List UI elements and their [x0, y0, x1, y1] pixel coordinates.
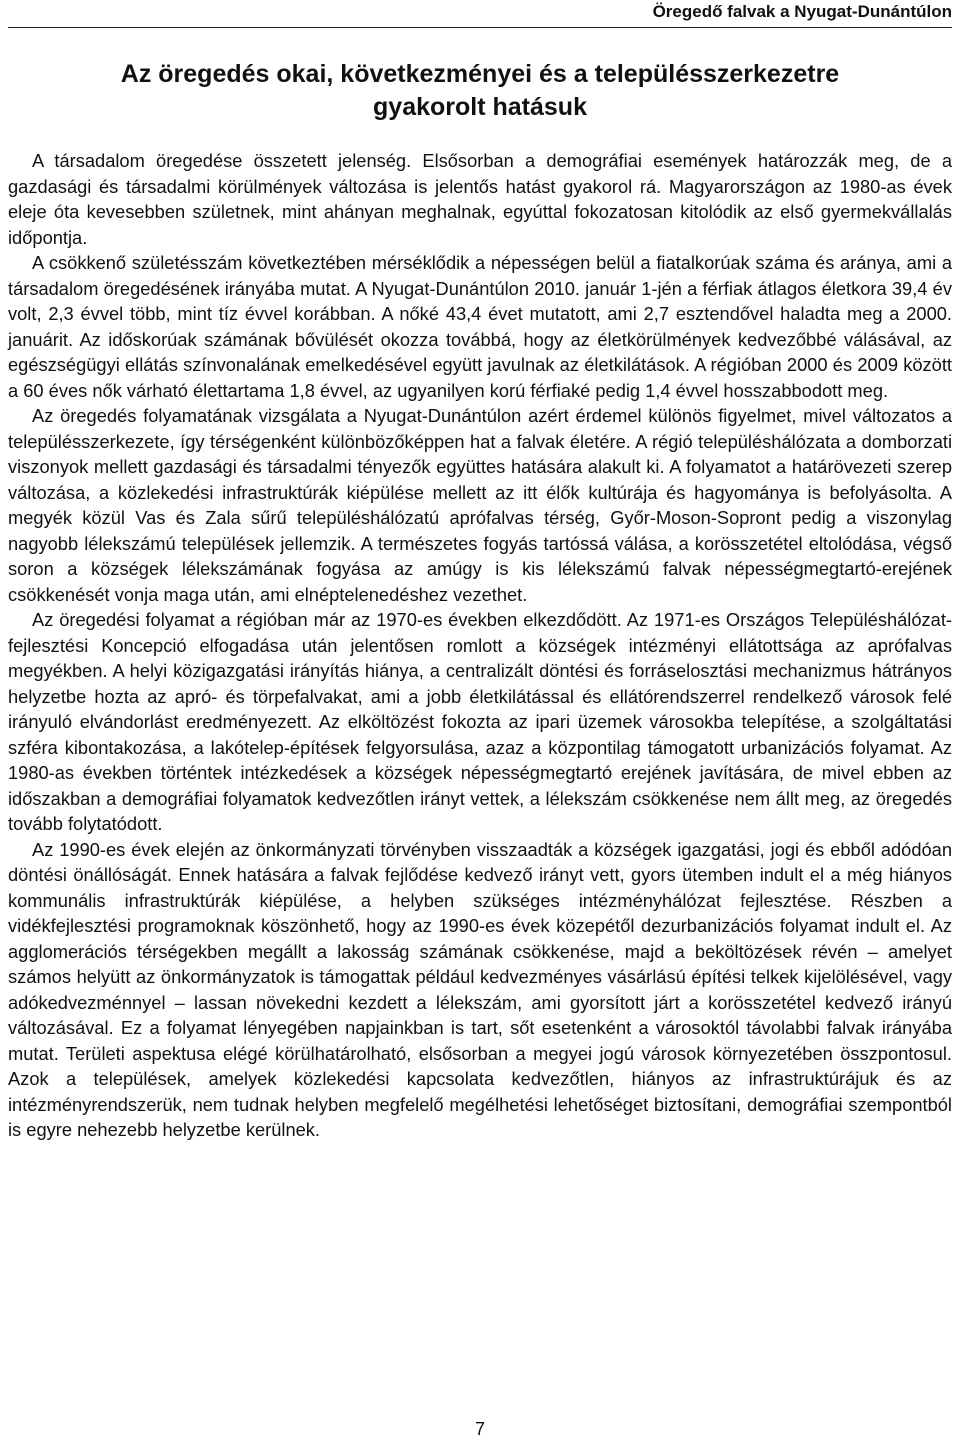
- paragraph: A társadalom öregedése összetett jelenség. Elsősorban a demográfiai események határozzák meg, de a gazdasági és társadalmi körülmények változása is jelentős hatást gyakorol rá. Magyarországon az 1980-as évek eleje óta kevesebben születnek, mint ahányan meghalnak, egyúttal fokozatosan kitolódik az első gyermekvállalás időpontja.: [8, 150, 952, 248]
- paragraph: Az öregedés folyamatának vizsgálata a Nyugat-Dunántúlon azért érdemel különös figyelmet, mivel változatos a településszerkezete, így térségenként különbözőképpen hat a falvak életére. A régió településhálózata a domborzati viszonyok mellett gazdasági és társadalmi tényezők együttes hatására alakult ki. A folyamatot a határövezeti szerep változása, a közlekedési infrastruktúrák kiépülése mellett az itt élők kultúrája és hagyománya is befolyásolta. A megyék közül Vas és Zala sűrű településhálózatú aprófalvas térség, Győr-Moson-Sopront pedig a viszonylag nagyobb lélekszámú települések jellemzik. A természetes fogyás tartóssá válása, a korösszetétel eltolódása, végső soron a községek lélekszámának fogyása az amúgy is kis lélekszámú falvak népességmegtartó-erejének csökkenését vonja maga után, ami elnéptelenedéshez vezethet.: [8, 405, 952, 605]
- paragraph: Az öregedési folyamat a régióban már az 1970-es években elkezdődött. Az 1971-es Országos Településhálózat-fejlesztési Koncepció elfogadása után jelentősen romlott a községek intézményi ellátottsága az aprófalvas megyékben. A helyi közigazgatási irányítás hiánya, a centralizált döntési és forráselosztási mechanizmus hátrányos helyzetbe hozta az apró- és törpefalvakat, ami a jobb életkilátással és ellátórendszerrel rendelkező városok felé irányuló elvándorlást eredményezett. Az elköltözést fokozta az ipari üzemek városokba telepítése, a szolgáltatási szféra kibontakozása, a lakótelep-építések felgyorsulása, azaz a központilag támogatott urbanizációs folyamat. Az 1980-as években történtek intézkedések a községek népességmegtartó erejének javítására, de mivel ebben az időszakban a demográfiai folyamatok kedvezőtlen irányt vettek, a lélekszám csökkenése nem állt meg, az öregedés tovább folytatódott.: [8, 609, 952, 834]
- running-header: [8, 0, 952, 28]
- page-title: [0, 58, 960, 124]
- page-number: 7: [474, 1419, 485, 1439]
- page-title-line-1: Az öregedés okai, következményei és a településszerkezetre: [120, 60, 840, 88]
- paragraph: Az 1990-es évek elején az önkormányzati törvényben visszaadták a községek igazgatási, jogi és ebből adódóan döntési önállóságát. Ennek hatására a falvak fejlődése kedvező irányt vett, gyors ütemben indult el a még hiányos kommunális infrastruktúrák kiépülése, a helyben szükséges intézményhálózat fejlesztése. Részben a vidékfejlesztési programoknak köszönhető, hogy az 1990-es évek közepétől dezurbanizációs folyamat indult el. Az agglomerációs térségekben megállt a lakosság számának csökkenése, majd a beköltözések révén – amelyet számos helyütt az önkormányzatok is támogattak például kedvezményes vásárlású építési telkek kijelölésével, vagy adókedvezménnyel – lassan növekedni kezdett a lélekszám, ami gyorsított járt a korösszetétel kedvező irányú változásával. Ez a folyamat lényegében napjainkban is tart, sőt esetenként a városoktól távolabbi falvak irányába mutat. Területi aspektusa elégé körülhatárolható, elsősorban a megyei jogú városok környezetében összpontosul. Azok a települések, amelyek közlekedési kapcsolata kedvezőtlen, hiányos az infrastruktúrájuk és az intézményrendszerük, nem tudnak helyben megfelelő megélhetési lehetőséget biztosítani, demográfiai szempontból is egyre nehezebb helyzetbe kerülnek.: [8, 838, 952, 1140]
- page-title-line-2: gyakorolt hatásuk: [373, 93, 587, 121]
- body-text: [8, 148, 952, 1143]
- paragraph: A csökkenő születésszám következtében mérséklődik a népességen belül a fiatalkorúak száma és aránya, ami a társadalom öregedésének irányába mutat. A Nyugat-Dunántúlon 2010. január 1-jén a férfiak átlagos életkora 39,4 év volt, 2,3 évvel több, mint tíz évvel korábban. A nőké 43,4 évet mutatott, ami 2,7 esztendővel haladta meg a 2000. januárit. Az időskorúak számának bővülését okozza továbbá, hogy az életkörülmények kedvezőbbé válásával, az egészségügyi ellátás színvonalának emelkedésével együtt javulnak az életkilátások. A régióban 2000 és 2009 között a 60 éves nők várható élettartama 1,8 évvel, az ugyanilyen korú férfiaké pedig 1,4 évvel hosszabbodott meg.: [8, 252, 952, 401]
- running-header-title: Öregedő falvak a Nyugat-Dunántúlon: [652, 2, 952, 21]
